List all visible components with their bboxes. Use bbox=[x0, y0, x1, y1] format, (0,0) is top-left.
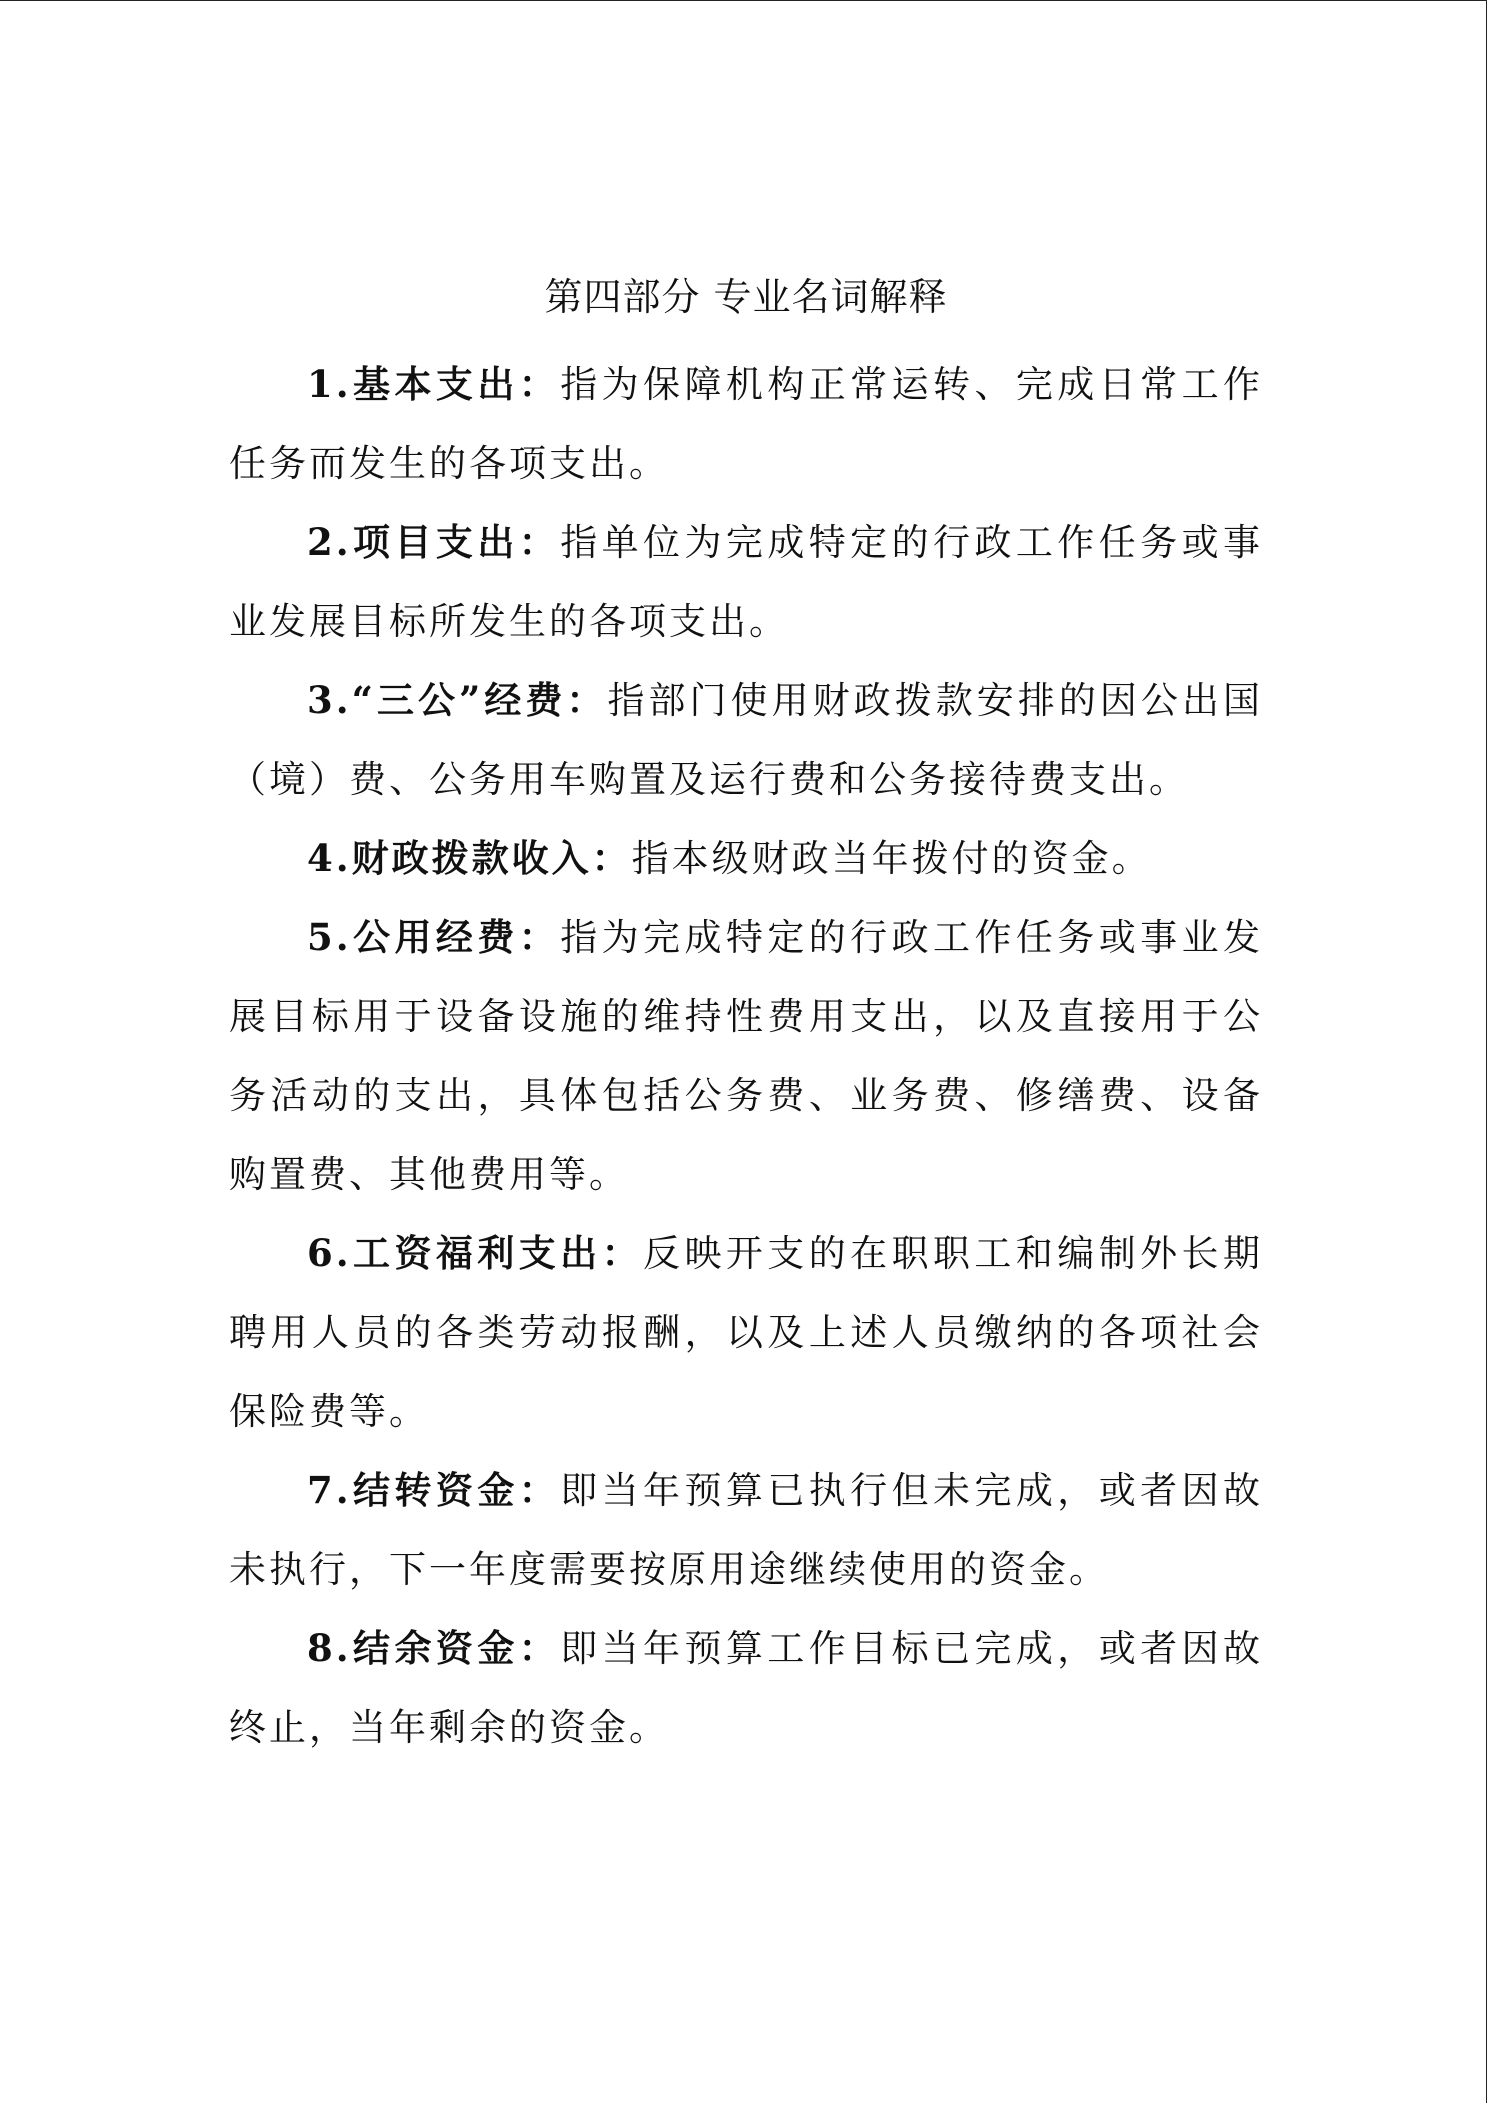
term-label: 5.公用经费： bbox=[307, 915, 561, 959]
document-body bbox=[229, 267, 1263, 1767]
glossary-item-basic-expenditure bbox=[229, 345, 1263, 503]
term-definition: 指部门使用财政拨款安排的因公出国（境）费、公务用车购置及运行费和公务接待费支出。 bbox=[229, 679, 1263, 801]
glossary-item-public-funds bbox=[229, 898, 1263, 1214]
term-definition: 指为完成特定的行政工作任务或事业发展目标用于设备设施的维持性费用支出，以及直接用于公务活动的支出，具体包括公务费、业务费、修缮费、设备购置费、其他费用等。 bbox=[229, 916, 1263, 1196]
glossary-item-three-public-expenses bbox=[229, 661, 1263, 819]
term-label: 6.工资福利支出： bbox=[307, 1231, 644, 1275]
glossary-item-fiscal-appropriation-income bbox=[229, 819, 1263, 898]
term-label: 2.项目支出： bbox=[307, 520, 561, 564]
term-definition: 即当年预算已执行但未完成，或者因故未执行，下一年度需要按原用途继续使用的资金。 bbox=[229, 1469, 1263, 1591]
glossary-item-wages-welfare bbox=[229, 1214, 1263, 1451]
term-definition: 指本级财政当年拨付的资金。 bbox=[631, 837, 1152, 880]
term-label: 3.“三公”经费： bbox=[307, 678, 608, 722]
term-label: 4.财政拨款收入： bbox=[307, 836, 632, 880]
glossary-item-surplus-funds bbox=[229, 1609, 1263, 1767]
term-definition: 指为保障机构正常运转、完成日常工作任务而发生的各项支出。 bbox=[229, 363, 1263, 485]
glossary-item-project-expenditure bbox=[229, 503, 1263, 661]
term-label: 8.结余资金： bbox=[307, 1626, 561, 1670]
term-label: 1.基本支出： bbox=[307, 362, 561, 406]
page-title: 第四部分 专业名词解释 bbox=[544, 275, 948, 319]
term-definition: 反映开支的在职职工和编制外长期聘用人员的各类劳动报酬，以及上述人员缴纳的各项社会保险费等。 bbox=[229, 1232, 1263, 1433]
term-definition: 指单位为完成特定的行政工作任务或事业发展目标所发生的各项支出。 bbox=[229, 521, 1263, 643]
glossary-item-carryover-funds bbox=[229, 1451, 1263, 1609]
term-definition: 即当年预算工作目标已完成，或者因故终止，当年剩余的资金。 bbox=[229, 1627, 1263, 1749]
term-label: 7.结转资金： bbox=[307, 1468, 561, 1512]
